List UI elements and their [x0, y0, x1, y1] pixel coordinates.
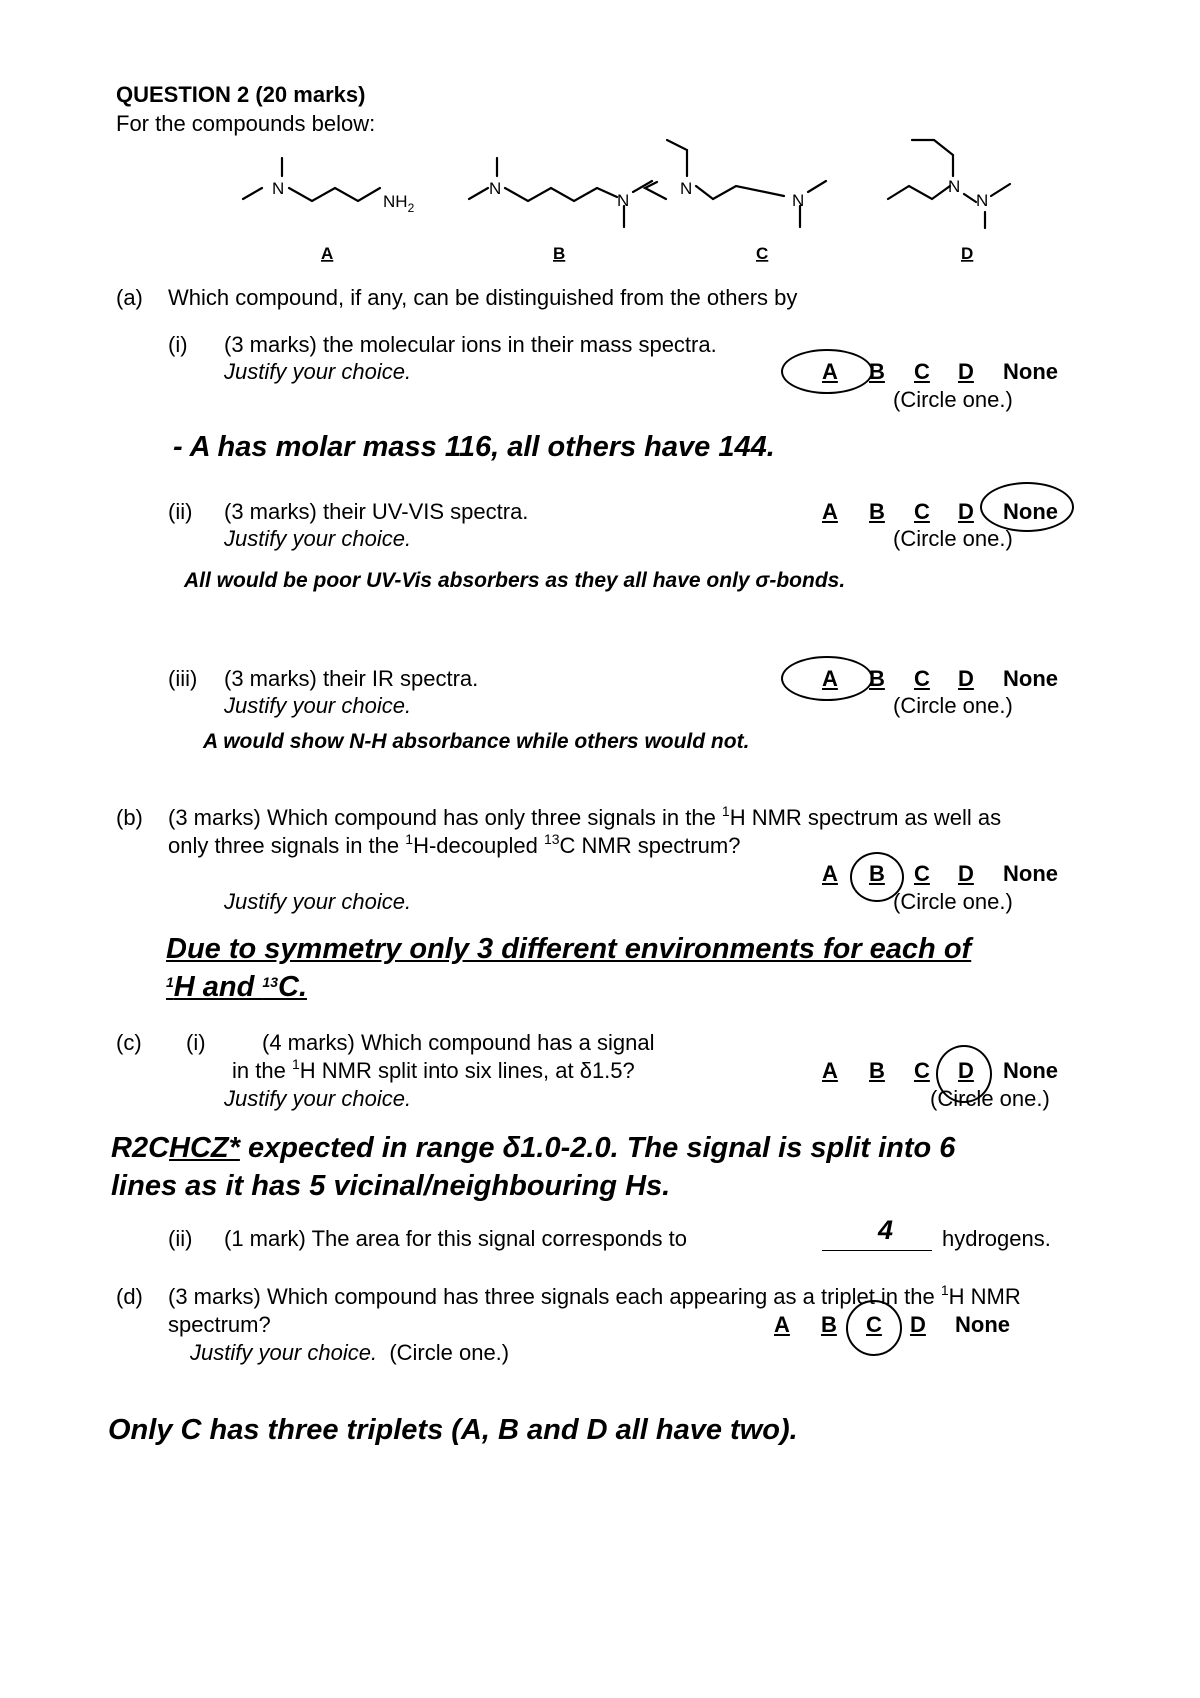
- option-b[interactable]: B: [869, 666, 885, 691]
- part-c-label: (c): [116, 1030, 142, 1055]
- bond: [991, 184, 1010, 196]
- chain: [912, 140, 953, 176]
- part-c-i-line1: (4 marks) Which compound has a signal: [262, 1030, 655, 1055]
- option-c[interactable]: C: [914, 359, 930, 384]
- part-c-answer-line1: R2CHCZ* expected in range δ1.0-2.0. The signal is split into 6: [111, 1132, 956, 1164]
- chain: [505, 188, 617, 201]
- part-b-line2: only three signals in the $^1$H-decoupled $^{13}$C NMR spectrum?: [168, 831, 741, 858]
- part-c-circle-note: (Circle one.): [930, 1086, 1050, 1111]
- part-d-line2: spectrum?: [168, 1312, 271, 1337]
- part-a-iii-num: (iii): [168, 666, 198, 691]
- compound-label-b: B: [553, 244, 566, 263]
- option-none[interactable]: None: [1003, 359, 1058, 384]
- option-c[interactable]: C: [914, 861, 930, 886]
- part-d-answer: Only C has three triplets (A, B and D all have two).: [108, 1414, 798, 1446]
- option-d[interactable]: D: [958, 666, 974, 691]
- part-c-ii-unit: hydrogens.: [942, 1226, 1051, 1251]
- part-a-ii-num: (ii): [168, 499, 193, 524]
- option-none[interactable]: None: [1003, 499, 1058, 524]
- part-a-i-text: (3 marks) the molecular ions in their mass spectra.: [224, 332, 717, 357]
- part-c-answer-line2: lines as it has 5 vicinal/neighbouring Hs.: [111, 1170, 671, 1202]
- compound-label-a: A: [321, 244, 334, 263]
- compound-label-d: D: [961, 244, 974, 263]
- compound-structures: [0, 0, 1200, 280]
- part-b-line1: (3 marks) Which compound has only three signals in the $^1$H NMR spectrum as well as: [168, 803, 1002, 830]
- part-b-label: (b): [116, 805, 143, 830]
- answer-circle-a-i: [781, 349, 873, 394]
- part-a-iii-justify: Justify your choice.: [224, 693, 412, 718]
- part-a-ii-justify: Justify your choice.: [224, 526, 412, 551]
- question-title: QUESTION 2 (20 marks): [116, 82, 366, 107]
- part-a-i-justify: Justify your choice.: [224, 359, 412, 384]
- part-a-i-circle-note: (Circle one.): [893, 387, 1013, 412]
- bond: [243, 188, 262, 199]
- option-b[interactable]: B: [869, 861, 885, 886]
- answer-circle-d: [846, 1300, 902, 1356]
- chain: [667, 140, 687, 176]
- part-a-ii-circle-note: (Circle one.): [893, 526, 1013, 551]
- option-c[interactable]: C: [914, 499, 930, 524]
- n-atom-label: N: [948, 177, 961, 196]
- option-c[interactable]: C: [914, 666, 930, 691]
- option-b[interactable]: B: [869, 499, 885, 524]
- part-a-ii-text: (3 marks) their UV-VIS spectra.: [224, 499, 529, 524]
- part-d-label: (d): [116, 1284, 143, 1309]
- part-a-i-answer: - A has molar mass 116, all others have 144.: [173, 431, 775, 463]
- option-b[interactable]: B: [869, 1058, 885, 1083]
- option-d[interactable]: D: [958, 359, 974, 384]
- answer-blank-line: [822, 1250, 932, 1251]
- part-a-label: (a): [116, 285, 143, 310]
- part-a-iii-text: (3 marks) their IR spectra.: [224, 666, 479, 691]
- n-atom-label: N: [489, 179, 502, 198]
- option-none[interactable]: None: [1003, 1058, 1058, 1083]
- part-d-line1: (3 marks) Which compound has three signals each appearing as a triplet in the $^1$H NMR: [168, 1282, 1021, 1309]
- part-a-i-num: (i): [168, 332, 188, 357]
- bond: [808, 181, 826, 192]
- option-a[interactable]: A: [774, 1312, 790, 1337]
- part-a-text: Which compound, if any, can be distinguished from the others by: [168, 285, 798, 310]
- part-a-iii-answer: A would show N-H absorbance while others would not.: [203, 730, 750, 753]
- option-a[interactable]: A: [822, 499, 838, 524]
- n-atom-label: N: [617, 191, 630, 210]
- option-a[interactable]: A: [822, 1058, 838, 1083]
- option-d[interactable]: D: [910, 1312, 926, 1337]
- option-a[interactable]: A: [822, 861, 838, 886]
- bond: [469, 188, 488, 199]
- part-a-ii-answer: All would be poor UV-Vis absorbers as they all have only σ-bonds.: [184, 569, 846, 592]
- option-none[interactable]: None: [955, 1312, 1010, 1337]
- option-d[interactable]: D: [958, 499, 974, 524]
- n-atom-label: N: [680, 179, 693, 198]
- compound-label-c: C: [756, 244, 769, 263]
- option-b[interactable]: B: [869, 359, 885, 384]
- part-b-answer-line2: $^1$H and $^{13}$C.: [166, 971, 307, 1003]
- part-c-justify: Justify your choice.: [224, 1086, 412, 1111]
- part-b-circle-note: (Circle one.): [893, 889, 1013, 914]
- n-atom-label: N: [976, 191, 989, 210]
- option-a[interactable]: A: [822, 359, 838, 384]
- intro-text: For the compounds below:: [116, 111, 376, 136]
- n-atom-label: N: [792, 191, 805, 210]
- part-c-ii-value: 4: [878, 1215, 894, 1245]
- part-a-iii-circle-note: (Circle one.): [893, 693, 1013, 718]
- part-b-answer-line1: Due to symmetry only 3 different environments for each of: [166, 933, 972, 965]
- nh2-label: $NH_2$: [383, 192, 415, 215]
- chain: [713, 186, 784, 199]
- option-none[interactable]: None: [1003, 861, 1058, 886]
- option-c[interactable]: C: [866, 1312, 882, 1337]
- n-atom-label: N: [272, 179, 285, 198]
- option-b[interactable]: B: [821, 1312, 837, 1337]
- chain: [289, 188, 380, 201]
- option-d[interactable]: D: [958, 1058, 974, 1083]
- part-b-justify: Justify your choice.: [224, 889, 412, 914]
- option-none[interactable]: None: [1003, 666, 1058, 691]
- chain: [888, 186, 950, 199]
- part-d-justify-line: Justify your choice. (Circle one.): [190, 1340, 510, 1365]
- option-a[interactable]: A: [822, 666, 838, 691]
- chain: [645, 182, 666, 199]
- answer-circle-a-iii: [781, 656, 873, 701]
- answer-circle-a-ii: [980, 482, 1074, 532]
- option-d[interactable]: D: [958, 861, 974, 886]
- bond: [964, 194, 976, 202]
- part-c-ii-num: (ii): [168, 1226, 193, 1251]
- part-c-ii-text: (1 mark) The area for this signal corresponds to: [224, 1226, 688, 1251]
- option-c[interactable]: C: [914, 1058, 930, 1083]
- part-c-i-line2: in the $^1$H NMR split into six lines, at δ1.5?: [232, 1056, 635, 1083]
- part-c-i-num: (i): [186, 1030, 206, 1055]
- bond: [696, 186, 713, 199]
